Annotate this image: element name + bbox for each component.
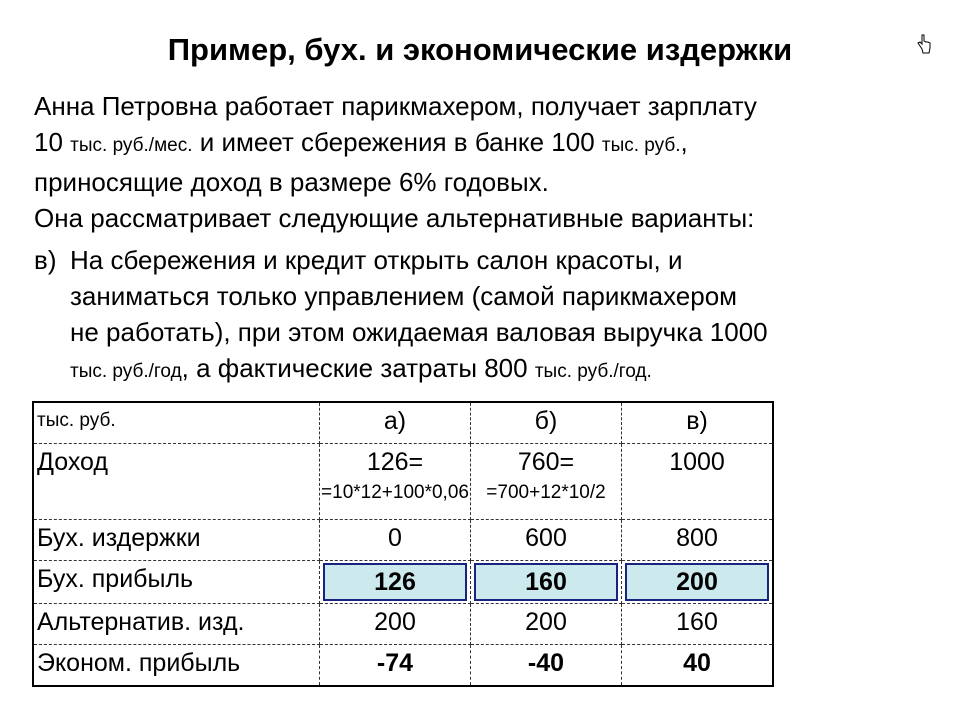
income-a-formula: =10*12+100*0,06: [321, 482, 469, 503]
income-b-cell: [471, 444, 622, 520]
intro-line-3: приносящие доход в размере 6% годовых.: [34, 167, 549, 197]
econ-profit-c: 40: [622, 645, 774, 687]
row-label-acc-costs: Бух. издержки: [33, 520, 320, 561]
table-row-alt-costs: [33, 604, 773, 645]
acc-profit-c-cell: [622, 561, 774, 604]
acc-costs-b: 600: [471, 520, 622, 561]
option-line-4: [34, 350, 934, 390]
row-label-acc-profit: Бух. прибыль: [33, 561, 320, 604]
option-line-1: На сбережения и кредит открыть салон красоты, и: [70, 245, 683, 275]
revenue-unit: тыс. руб./год: [70, 361, 182, 382]
econ-profit-b: -40: [471, 645, 622, 687]
acc-profit-c: 200: [625, 563, 769, 601]
costs-unit: тыс. руб./год.: [534, 361, 652, 382]
cost-table: [32, 401, 774, 687]
intro-line-4: Она рассматривает следующие альтернативные варианты:: [34, 203, 755, 233]
econ-profit-a: -74: [320, 645, 471, 687]
row-label-econ-profit: Эконом. прибыль: [33, 645, 320, 687]
salary-unit: тыс. руб./мес.: [70, 135, 193, 156]
column-header-c: в): [622, 402, 774, 444]
acc-costs-c: 800: [622, 520, 774, 561]
column-header-a: а): [320, 402, 471, 444]
income-b-value: 760=: [517, 448, 575, 476]
income-a-cell: [320, 444, 471, 520]
income-b-formula: =700+12*10/2: [486, 482, 606, 503]
row-label-income: Доход: [33, 444, 320, 520]
acc-profit-b: 160: [474, 563, 618, 601]
table-header-row: [33, 402, 773, 444]
table-row-income: [33, 444, 773, 520]
intro-paragraph: [34, 88, 934, 236]
income-a-value: 126=: [366, 448, 424, 476]
table-row-econ-profit: [33, 645, 773, 687]
alt-costs-c: 160: [622, 604, 774, 645]
salary-amount: 10: [34, 127, 71, 157]
costs-text: , а фактические затраты 800: [181, 353, 535, 383]
column-header-b: б): [471, 402, 622, 444]
option-line-2: заниматься только управлением (самой парикмахером: [70, 281, 738, 311]
table-row-acc-costs: [33, 520, 773, 561]
savings-unit: тыс. руб.: [601, 135, 681, 156]
table-row-acc-profit: [33, 561, 773, 604]
acc-costs-a: 0: [320, 520, 471, 561]
option-marker: в): [34, 245, 57, 275]
option-line-3: не работать), при этом ожидаемая валовая выручка 1000: [70, 317, 768, 347]
slide-title: Пример, бух. и экономические издержки: [167, 32, 793, 67]
comma: ,: [680, 127, 688, 157]
alt-costs-a: 200: [320, 604, 471, 645]
savings-text: и имеет сбережения в банке 100: [192, 127, 602, 157]
acc-profit-a-cell: [320, 561, 471, 604]
intro-line-2: [34, 124, 934, 164]
row-label-alt-costs: Альтернатив. изд.: [33, 604, 320, 645]
option-c-paragraph: [34, 242, 934, 390]
table-unit-label: тыс. руб.: [33, 402, 320, 444]
intro-line-1: Анна Петровна работает парикмахером, получает зарплату: [34, 91, 757, 121]
income-c-value: 1000: [622, 444, 774, 520]
alt-costs-b: 200: [471, 604, 622, 645]
acc-profit-b-cell: [471, 561, 622, 604]
hand-cursor-icon: [916, 34, 932, 54]
acc-profit-a: 126: [323, 563, 467, 601]
